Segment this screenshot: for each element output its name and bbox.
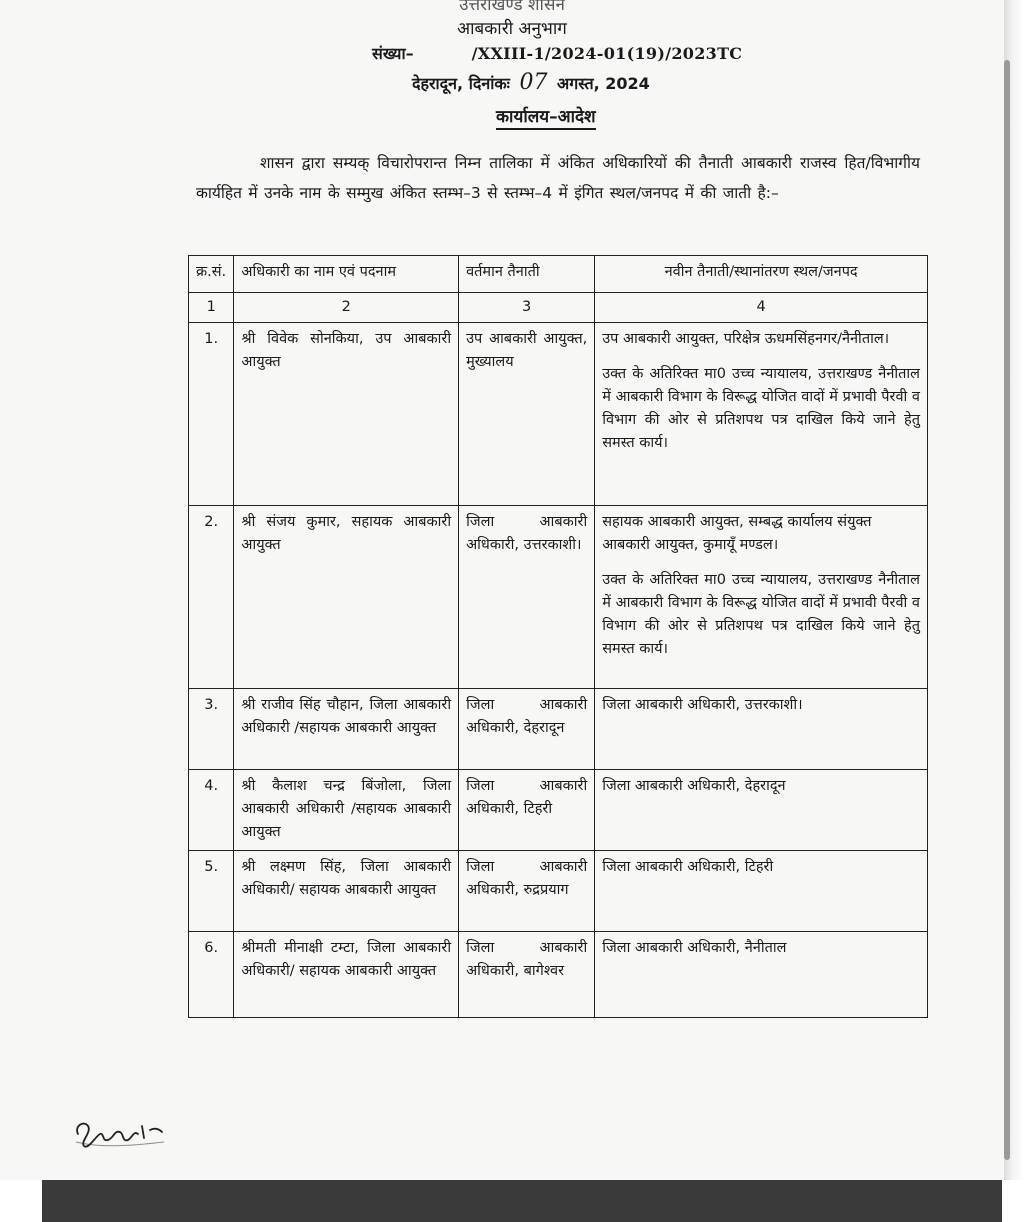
header-officer: अधिकारी का नाम एवं पदनाम bbox=[234, 256, 459, 293]
current-posting-cell: जिला आबकारी अधिकारी, उत्तरकाशी। bbox=[459, 506, 595, 689]
government-heading: उत्तराखण्ड शासन bbox=[459, 0, 565, 15]
signature-initials bbox=[70, 1112, 170, 1152]
officer-cell: श्री राजीव सिंह चौहान, जिला आबकारी अधिकारी /सहायक आबकारी आयुक्त bbox=[234, 689, 459, 770]
date-day: 07 bbox=[519, 70, 548, 95]
current-posting-cell: जिला आबकारी अधिकारी, बागेश्वर bbox=[459, 932, 595, 1018]
scrollbar[interactable] bbox=[1004, 60, 1010, 1160]
new-posting-cell: जिला आबकारी अधिकारी, उत्तरकाशी। bbox=[595, 689, 928, 770]
serial-cell: 2. bbox=[189, 506, 234, 689]
header-serial: क्र.सं. bbox=[189, 256, 234, 293]
officer-cell: श्री संजय कुमार, सहायक आबकारी आयुक्त bbox=[234, 506, 459, 689]
table-row bbox=[189, 323, 928, 506]
current-posting-cell: जिला आबकारी अधिकारी, देहरादून bbox=[459, 689, 595, 770]
intro-paragraph bbox=[196, 148, 920, 208]
table-row bbox=[189, 851, 928, 932]
new-posting-cell: जिला आबकारी अधिकारी, टिहरी bbox=[595, 851, 928, 932]
table-row bbox=[189, 506, 928, 689]
table-row bbox=[189, 932, 928, 1018]
table-row bbox=[189, 770, 928, 851]
additional-duty-text: उक्त के अतिरिक्त मा0 उच्च न्यायालय, उत्तराखण्ड नैनीताल में आबकारी विभाग के विरूद्ध योजित वादों में प्रभावी पैरवी व विभाग की ओर से प्रतिशपथ पत्र दाखिल किये जाने हेतु समस्त कार्य। bbox=[602, 366, 920, 451]
serial-cell: 6. bbox=[189, 932, 234, 1018]
officer-cell: श्री कैलाश चन्द्र बिंजोला, जिला आबकारी अधिकारी /सहायक आबकारी आयुक्त bbox=[234, 770, 459, 851]
new-posting-cell bbox=[595, 506, 928, 689]
column-number: 4 bbox=[595, 293, 928, 323]
officer-cell: श्री लक्ष्मण सिंह, जिला आबकारी अधिकारी/ सहायक आबकारी आयुक्त bbox=[234, 851, 459, 932]
intro-text: शासन द्वारा सम्यक् विचारोपरान्त निम्न तालिका में अंकित अधिकारियों की तैनाती आबकारी राजस्व हित/विभागीय कार्यहित में उनके नाम के सम्मुख अंकित स्तम्भ–3 से स्तम्भ–4 में इंगित स्थल/जनपद में की जाती है:– bbox=[196, 154, 920, 202]
current-posting-cell: जिला आबकारी अधिकारी, रुद्रप्रयाग bbox=[459, 851, 595, 932]
section-heading: आबकारी अनुभाग bbox=[457, 19, 567, 39]
date-prefix: देहरादून, दिनांकः bbox=[412, 74, 510, 93]
serial-cell: 1. bbox=[189, 323, 234, 506]
new-posting-cell: जिला आबकारी अधिकारी, नैनीताल bbox=[595, 932, 928, 1018]
column-number: 3 bbox=[459, 293, 595, 323]
new-posting-cell bbox=[595, 323, 928, 506]
table-header-row bbox=[189, 256, 928, 293]
scanner-bottom-band bbox=[42, 1180, 1002, 1222]
serial-cell: 5. bbox=[189, 851, 234, 932]
additional-duty-text: उक्त के अतिरिक्त मा0 उच्च न्यायालय, उत्तराखण्ड नैनीताल में आबकारी विभाग के विरूद्ध योजित वादों में प्रभावी पैरवी व विभाग की ओर से प्रतिशपथ पत्र दाखिल किये जाने हेतु समस्त कार्य। bbox=[602, 572, 920, 657]
serial-cell: 3. bbox=[189, 689, 234, 770]
order-title: कार्यालय–आदेश bbox=[496, 104, 596, 130]
new-posting-text: सहायक आबकारी आयुक्त, सम्बद्ध कार्यालय संयुक्त आबकारी आयुक्त, कुमायूँ मण्डल। bbox=[602, 514, 872, 553]
header-current-posting: वर्तमान तैनाती bbox=[459, 256, 595, 293]
header-new-posting: नवीन तैनाती/स्थानांतरण स्थल/जनपद bbox=[595, 256, 928, 293]
reference-line bbox=[372, 42, 742, 64]
officer-cell: श्रीमती मीनाक्षी टम्टा, जिला आबकारी अधिकारी/ सहायक आबकारी आयुक्त bbox=[234, 932, 459, 1018]
column-number: 2 bbox=[234, 293, 459, 323]
serial-cell: 4. bbox=[189, 770, 234, 851]
column-number-row bbox=[189, 293, 928, 323]
reference-label: संख्या– bbox=[372, 44, 414, 63]
date-rest: अगस्त, 2024 bbox=[557, 74, 650, 93]
transfer-table bbox=[188, 255, 928, 1018]
current-posting-cell: उप आबकारी आयुक्त, मुख्यालय bbox=[459, 323, 595, 506]
new-posting-cell: जिला आबकारी अधिकारी, देहरादून bbox=[595, 770, 928, 851]
new-posting-text: उप आबकारी आयुक्त, परिक्षेत्र ऊधमसिंहनगर/नैनीताल। bbox=[602, 331, 890, 347]
date-line bbox=[412, 70, 650, 95]
column-number: 1 bbox=[189, 293, 234, 323]
reference-number: /XXIII-1/2024-01(19)/2023TC bbox=[471, 44, 743, 63]
table-row bbox=[189, 689, 928, 770]
current-posting-cell: जिला आबकारी अधिकारी, टिहरी bbox=[459, 770, 595, 851]
officer-cell: श्री विवेक सोनकिया, उप आबकारी आयुक्त bbox=[234, 323, 459, 506]
